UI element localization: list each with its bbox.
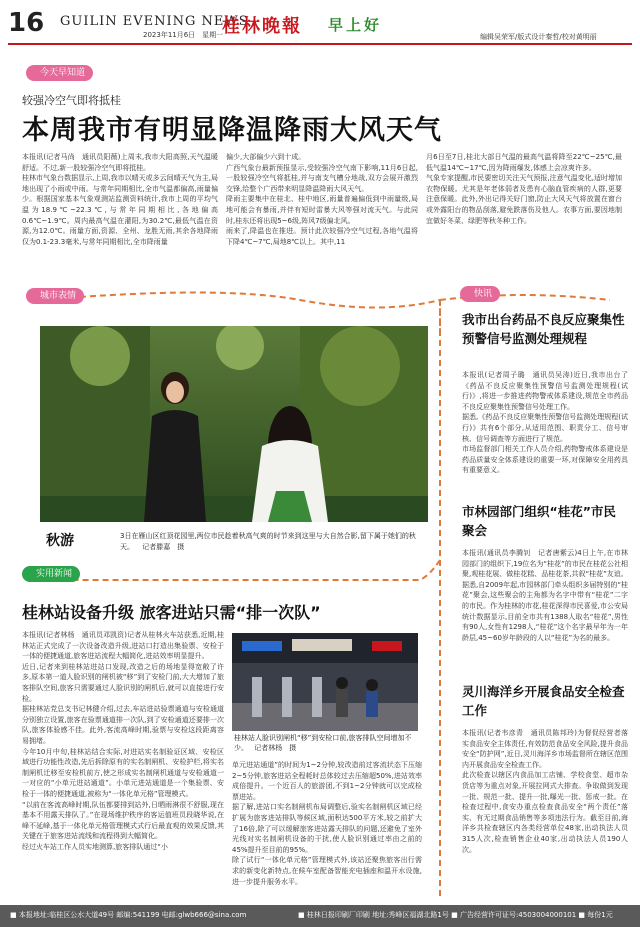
weather-body-col3: 月6日至7日,桂北大部日气温的最高气温将降至22℃~25℃,最低气温14℃~17℃,因为降雨爆发,体感上会凉爽许多。 气象专家提醒,市民要密切关注天气预报,注意气温变化,适时增加衣物保暖。尤其是年老体弱者及患有心脑血管疾病的人群,更要注意保暖。此外,外出记得关好门窗,防止大风天气将放置在窗台或外露阳台的物品刮落,避免跌落伤及他人。农事方面,要因地制宜做好冬菜、绿肥等秋冬种工作。 <box>426 153 622 225</box>
station-photo-caption <box>234 733 420 753</box>
footer-address: ■ 本报地址:临桂区公水大道49号 邮编:541199 电邮:glwb666@sina.com <box>10 911 247 919</box>
photo-credit: 记者滕嘉 摄 <box>142 543 185 551</box>
weather-kicker: 较强冷空气即将抵桂 <box>22 94 121 107</box>
osmanthus-body: 本报讯(通讯员李腾钊 记者唐紫云)4日上午,在市林园部门的组织下,19位名为“桂花”的市民在桂花公社相聚,观桂花展、做桂花糕、品桂花茶,共叙“桂花”友谊。 据悉,自2009年起,市园林部门牵头组织多届特别的“桂花”聚会,这些聚会的主角都为名字中带有“桂花”二字的市民。作为桂林的市花,桂花深得市民喜爱,市公安局统计数据显示,目前全市共有1388人取名“桂花”,男性有90人,女性有1298人,“桂花”这个名字最早年为一年龄层,45~60岁年龄段的人以“桂花”为名的最多。 <box>462 549 628 642</box>
brand-slogan: 早上好 <box>328 16 383 34</box>
food-headline: 灵川海洋乡开展食品安全检查工作 <box>462 684 625 718</box>
newspaper-english-name: GUILIN EVENING NEWS <box>60 14 249 29</box>
food-body: 本报讯(记者韦彦青 通讯员陈邦玲)为督促经营者落实食品安全主体责任,有效防范食品安全风险,提升食品安全“防护网”,近日,灵川海洋乡市场监督所在辖区范围内开展食品安全检查工作。 此次检查以辖区内食品加工店铺、学校食堂、超市杂货店等为重点对象,开展拉网式大排查。争取做到发现一批、规范一批、提升一批,曝光一批、惩戒一批。在检查过程中,食安办重点检查食品安全“两个责任”落实、有无过期食品销售等多项违法行为。截至目前,海洋乡共检查辖区内各类经营单位48家,出动执法人员315人次,检查销售企业40家,出动执法人员190人次。 <box>462 729 628 854</box>
footer-printing: ■ 桂林日报印刷厂印刷 地址:秀峰区福湖北路1号 ■ 广告经营许可证号:4503004000101 ■ 每份1元 <box>298 911 613 919</box>
station-body-col1: 本报讯(记者林杨 通讯员邓凯资)记者从桂林火车站获悉,近期,桂林站正式完成了一次设备改造升级,进站口打造出集验票、安检于一体的便捷通道,旅客进站流程大幅简化,进站效率明显提升。 近日,记者来到桂林站进站口发现,改造之后的场地显得宽敞了许多,原本第一道人脸识别的闸机被“移”到了安检门前,大大增加了旅客排队空间,旅客只需要通过人脸识别的闸机后,就可以直接进行安检。 据桂林站党总支书记林健介绍,过去,车站进站验票通道与安检通道分别独立设置,旅客在验票通道排一次队,到了安检通道还要排一次队,旅客体验感不佳。此外,客流高峰时期,验票与安检这段距离容易拥堵。 今年10月中旬,桂林站结合实际,对进站实名制验证区域、安检区域进行功能性改造,先后拆除原有的实名制闸机、安检护栏,将实名制闸机迁移至安检机前方,使之形成实名制闸机通道与安检通道一一对应的“小单元进站通道”。小单元进站通道是一个集验票、安检于一体的便捷通道,被称为“一体化单元格”管理模式。 “以前在客流高峰时期,队伍都要排到站外,日晒雨淋很不舒服,现在基本不用露天排队了。”在现场维护秩序的客运值班员段晓华说,在峰不延峰,基于一体化单元格管理模式式行后最直观的效果反馈,其关键在于旅客进站流线和流程得到大幅简化。 经过火车站工作人员实地测算,旅客排队通过“小 <box>22 631 224 851</box>
photo-caption <box>120 531 420 553</box>
station-photo-caption-text: 桂林站人脸识别闸机“移”到安检口前,旅客排队空间增加不少。 <box>234 734 412 752</box>
photo-title: 秋游 <box>46 533 74 549</box>
photo-caption-text: 3日在雁山区红顶花园里,两位市民趁着秋高气爽的时节来到这里与大自然合影,留下属于她们的秋天。 <box>120 532 416 551</box>
issue-date: 2023年11月6日 星期一 <box>143 31 224 39</box>
newspaper-brand: 桂林晚報 <box>222 16 302 37</box>
station-body-col2: 单元进站通道”的时间为1~2分钟,较改造前过客流状态下压缩2~5分钟,旅客进站全程耗时总体较过去压缩超50%,进站效率成倍提升。一个近百人的旅游团,不到1~2分钟就可以完成检票进站。 据了解,进站口实名制闸机布局调整后,验实名制闸机区域已经扩展为旅客进站排队等候区域,面积达500平方米,较之前扩大了16倍,除了可以缓解旅客进站露天排队的问题,还避免了室外光线对实名制闸机设备的干扰,使人脸识别通过率由之前的45%提升至目前的95%。 除了试行“一体化单元格”管理模式外,该站还聚焦旅客出行需求的新变化新特点,在候车室配备智能充电插座和温开水设施,进一步提升服务水平。 <box>232 761 422 886</box>
osmanthus-headline: 市林园部门组织“桂花”市民聚会 <box>462 504 616 538</box>
tag-quick: 快讯 <box>460 286 500 302</box>
tag-city-mood: 城市表情 <box>26 288 84 304</box>
drug-body: 本报讯(记者周子璐 通讯员吴涛)近日,我市出台了《药品不良反应聚集性预警信号监测处理规程(试行)》,将进一步推进药物警戒体系建设,规范全市药品不良反应聚集性预警信号处理工作。 据悉,《药品不良反应聚集性预警信号监测处理规程(试行)》共有6个部分,从适用范围、职责分工、信号审核、信号调查等方面进行了规范。 市场监督部门相关工作人员介绍,药物警戒体系建设是药品质量安全体系建设的重要一环,对保障安全用药具有重要意义。 <box>462 371 628 475</box>
station-photo-credit: 记者林杨 摄 <box>254 744 297 752</box>
page-number: 16 <box>8 8 45 38</box>
weather-body-col1: 本报讯(记者马尚 通讯员阳薇)上周末,我市大阳高照,天气温暖舒适。不过,新一股较强冷空气即将抵桂。 桂林市气象台数据显示,上周,我市以晴天或多云间晴天气为主,局地出现了小雨或中雨。与常年同期相比,全市气温都偏高,雨量偏少。根据国家基本气象观测站监测资料统计,我市上周的平均气温为18.9℃~22.3℃,与常年同期相比,各地偏高0.6℃~1.9℃。周内最高气温在灌阳,为30.2℃,最低气温在资源,为12.0℃。雨量方面,资源、全州、龙胜无雨,其余各地降雨仅为0.1-23.3毫米,与常年同期相比,全市降雨量 <box>22 153 218 246</box>
editor-credits: 编辑吴荣军/版式设计秦哲/校对黄明丽 <box>480 33 597 41</box>
park-photo <box>40 326 428 522</box>
weather-headline: 本周我市有明显降温降雨大风天气 <box>22 115 442 146</box>
drug-headline: 我市出台药品不良反应聚集性预警信号监测处理规程 <box>462 312 625 346</box>
tag-today: 今天早知道 <box>26 65 93 81</box>
station-headline: 桂林站设备升级 旅客进站只需“排一次队” <box>22 603 321 622</box>
tag-practical: 实用新闻 <box>22 566 80 582</box>
station-photo <box>232 633 418 731</box>
weather-body-col2: 偏少,大部偏少六到十成。 广西气象台最新预报显示,受较强冷空气南下影响,11月6日起,一股较强冷空气将抵桂,并与南支气槽分地战,双方会展开激烈交锋,给整个广西带来明显降温降雨大风天气。 降雨主要集中在桂北、桂中地区,雨量普遍偏低到中雨量级,局地可能会有暴雨,并伴有短时雷暴大风等强对流天气。与此同时,桂东还将出现5~6级,阵风7级偏北风。 雨来了,降温也在推进。预计此次较强冷空气过程,各地气温将下降4℃~7℃,局地8℃以上。其中,11 <box>226 153 418 246</box>
